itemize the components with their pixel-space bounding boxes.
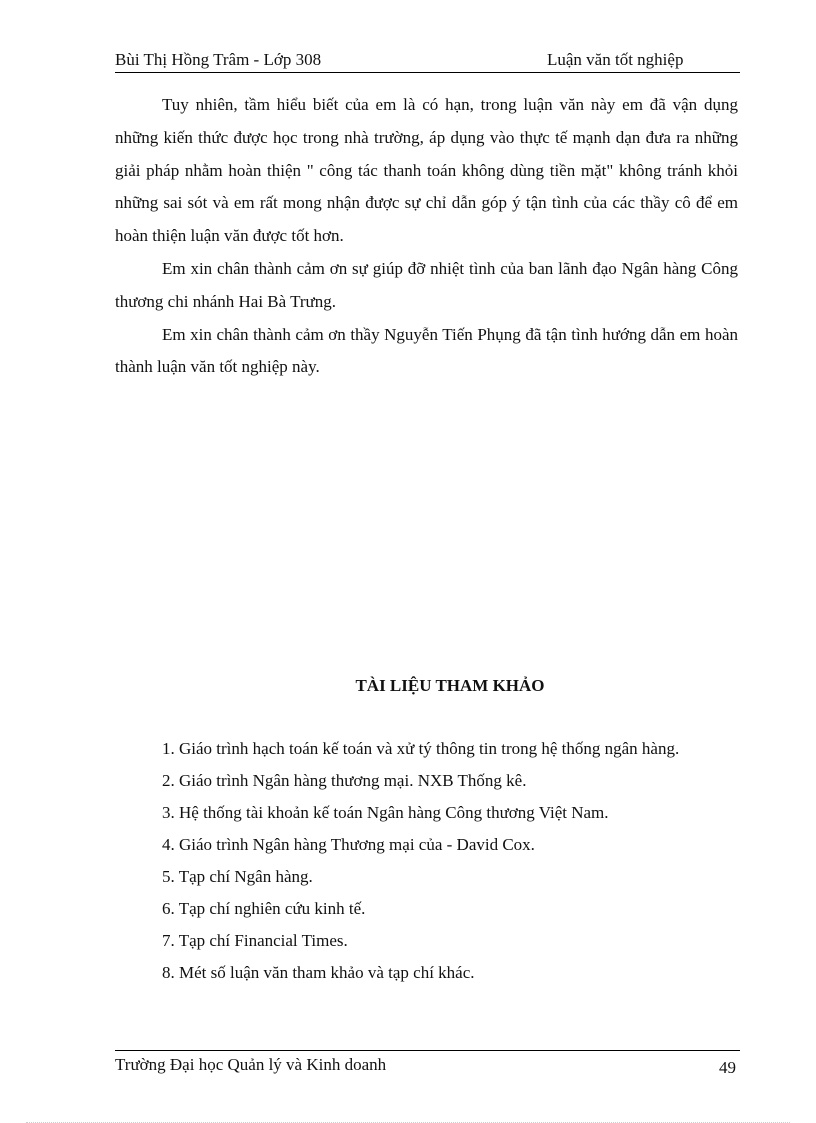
reference-item: 1. Giáo trình hạch toán kế toán và xử tý thông tin trong hệ thống ngân hàng.	[162, 739, 680, 758]
reference-item: 5. Tạp chí Ngân hàng.	[162, 867, 313, 886]
reference-item: 7. Tạp chí Financial Times.	[162, 931, 348, 950]
paragraph: Em xin chân thành cảm ơn thầy Nguyễn Tiến Phụng đã tận tình hướng dẫn em hoàn thành luận văn tốt nghiệp này.	[115, 324, 738, 377]
header-author: Bùi Thị Hồng Trâm - Lớp 308	[115, 50, 322, 69]
references-list	[115, 733, 738, 989]
reference-item: 3. Hệ thống tài khoản kế toán Ngân hàng Công thương Việt Nam.	[162, 803, 609, 822]
footer-institution: Trường Đại học Quản lý và Kinh doanh	[115, 1055, 387, 1074]
reference-item: 8. Mét số luận văn tham khảo và tạp chí khác.	[162, 963, 475, 982]
page-header	[115, 48, 740, 73]
reference-item: 4. Giáo trình Ngân hàng Thương mại của - David Cox.	[162, 835, 535, 854]
page-footer	[115, 1050, 740, 1081]
references-title: TÀI LIỆU THAM KHẢO	[355, 676, 545, 695]
body-text	[115, 89, 738, 384]
reference-item: 2. Giáo trình Ngân hàng thương mại. NXB Thống kê.	[162, 771, 527, 790]
page-number: 49	[719, 1058, 736, 1077]
paragraph: Tuy nhiên, tầm hiểu biết của em là có hạn, trong luận văn này em đã vận dụng những kiến thức được học trong nhà trường, áp dụng vào thực tế mạnh dạn đưa ra những giải pháp nhằm hoàn thiện " công tác thanh toán không dùng tiền mặt" không tránh khỏi những sai sót và em rất mong nhận được sự chỉ dẫn góp ý tận tình của các thầy cô để em hoàn thiện luận văn được tốt hơn.	[115, 95, 738, 246]
reference-item: 6. Tạp chí nghiên cứu kinh tế.	[162, 899, 366, 918]
paragraph: Em xin chân thành cảm ơn sự giúp đỡ nhiệt tình của ban lãnh đạo Ngân hàng Công thương chi nhánh Hai Bà Trưng.	[115, 258, 738, 311]
header-title: Luận văn tốt nghiệp	[547, 50, 684, 69]
